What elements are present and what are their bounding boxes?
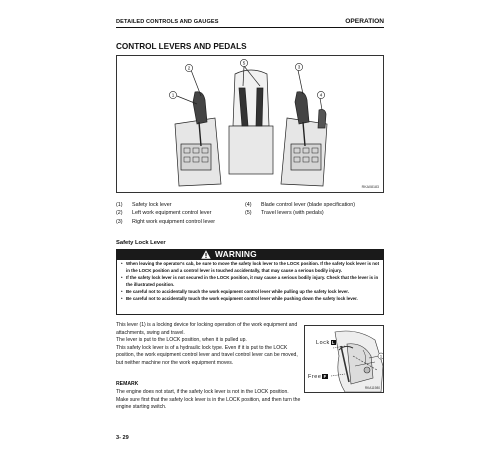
free-label: Free F bbox=[308, 374, 327, 381]
warning-item: • Be careful not to accidentally touch the work equipment control lever while pulling up the safety lock lever. bbox=[121, 289, 380, 296]
warning-triangle-icon bbox=[201, 250, 211, 259]
legend-item: (1) Safety lock lever bbox=[116, 202, 172, 208]
warning-heading: WARNING bbox=[215, 249, 257, 259]
lock-label: Lock L bbox=[316, 340, 336, 347]
callout-1: 1 bbox=[379, 353, 383, 359]
legend-left bbox=[116, 201, 215, 226]
callout-4: 4 bbox=[319, 92, 323, 98]
page-header-chapter: OPERATION bbox=[345, 18, 384, 25]
callout-5: 5 bbox=[242, 60, 246, 66]
legend-item: (2) Left work equipment control lever bbox=[116, 210, 212, 217]
remark-text: The engine does not start, if the safety lock lever is not in the LOCK position. Make sure first that the safety lock lever is in the LOCK position, and then turn the engine starting switch. bbox=[116, 389, 301, 411]
lock-badge: L bbox=[331, 340, 336, 345]
body-text bbox=[116, 322, 302, 368]
warning-banner bbox=[116, 249, 384, 260]
subsection-title: Safety Lock Lever bbox=[116, 240, 166, 246]
callout-3: 3 bbox=[297, 64, 301, 70]
control-levers-illustration bbox=[117, 56, 385, 194]
legend-item: (4) Blade control lever (blade specification) bbox=[245, 202, 356, 208]
legend-item: (3) Right work equipment control lever bbox=[116, 218, 215, 225]
warning-item: • If the safety lock lever is not secured in the LOCK position, it may cause a serious bodily injury. Check that the lever is in the illustrated position. bbox=[121, 275, 380, 289]
header-divider bbox=[116, 27, 384, 28]
warning-item: • Be careful not to accidentally touch the work equipment control lever while pushing down the safety lock lever. bbox=[121, 296, 380, 303]
legend-item: (5) Travel levers (with pedals) bbox=[245, 210, 324, 217]
control-levers-figure bbox=[116, 55, 384, 193]
figure-code: RKA11980 bbox=[364, 386, 380, 390]
warning-box bbox=[116, 260, 384, 315]
safety-lock-illustration bbox=[305, 326, 384, 393]
page-header-section: DETAILED CONTROLS AND GAUGES bbox=[116, 19, 219, 25]
callout-1: 1 bbox=[171, 92, 175, 98]
warning-item: • When leaving the operator's cab, be sure to move the safety lock lever to the LOCK position. If the safety lock lever is not in the LOCK position and a control lever is touched accidentally, that may cause a serious bodily injury. bbox=[121, 261, 380, 275]
body-paragraph: The lever is put to the LOCK position, when it is pulled up. bbox=[116, 337, 247, 344]
body-paragraph: This safety lock lever is of a hydraulic lock type. Even if it is put to the LOCK position, the work equipment control lever and travel control lever can be moved, but neither machine nor the work equipment moves. bbox=[116, 344, 298, 366]
section-title: CONTROL LEVERS AND PEDALS bbox=[116, 42, 247, 51]
free-badge: F bbox=[323, 374, 327, 379]
figure-code: RKA08183 bbox=[361, 185, 379, 189]
legend-right bbox=[245, 201, 355, 218]
remark-title: REMARK bbox=[116, 381, 139, 387]
safety-lock-figure bbox=[304, 325, 384, 393]
body-paragraph: This lever (1) is a locking device for locking operation of the work equipment and attachments, swing and travel. bbox=[116, 322, 298, 336]
page-number: 3- 29 bbox=[116, 435, 129, 441]
callout-2: 2 bbox=[187, 65, 191, 71]
